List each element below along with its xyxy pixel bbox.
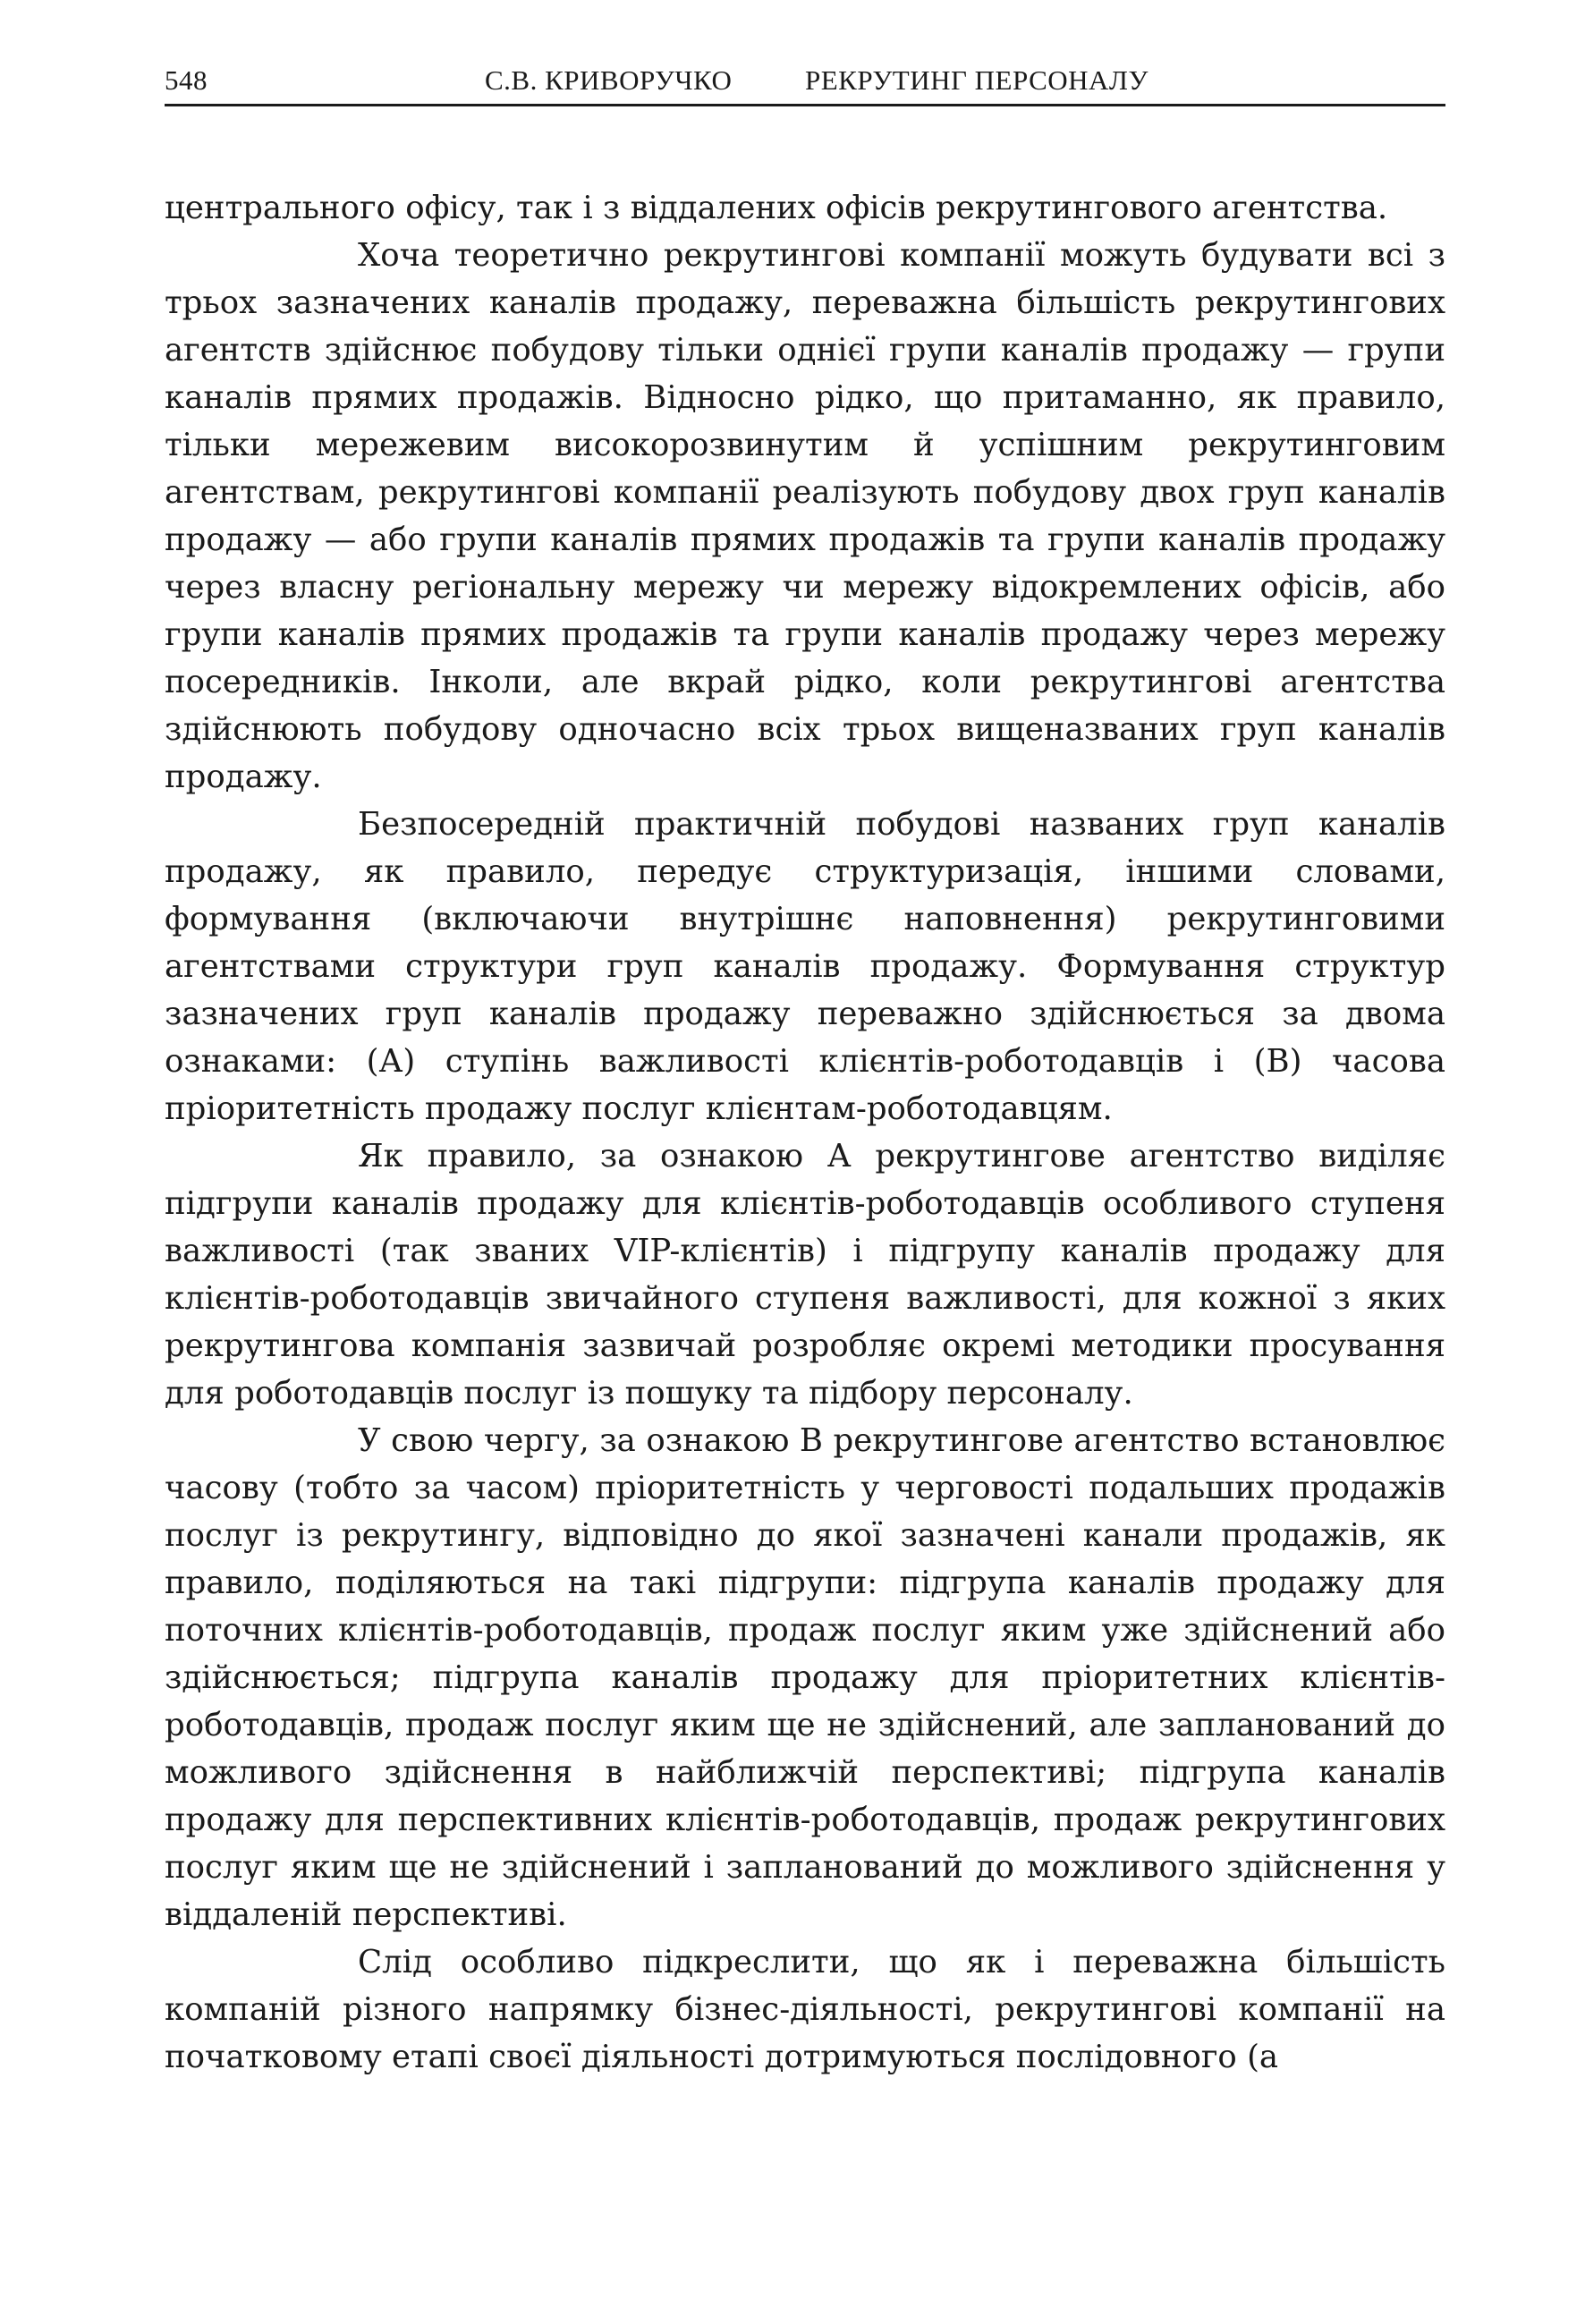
paragraph: Слід особливо підкреслити, що як і переважна більшість компаній різного напрямку бізнес-діяльності, рекрутингові компанії на початковому етапі своєї діяльності дотримуються послідовного (а (165, 1944, 1445, 2075)
header-author: С.В. КРИВОРУЧКО (485, 64, 733, 96)
running-header (165, 61, 1445, 104)
paragraph: центрального офісу, так і з віддалених офісів рекрутингового агентства. (165, 190, 1388, 226)
body-text (165, 184, 1445, 2081)
paragraph: Хоча теоретично рекрутингові компанії можуть будувати всі з трьох зазначених каналів продажу, переважна більшість рекрутингових агентств здійснює побудову тільки однієї групи каналів продажу — групи каналів прямих продажів. Відносно рідко, що притаманно, як правило, тільки мережевим високорозвинутим й успішним рекрутинговим агентствам, рекрутингові компанії реалізують побудову двох груп каналів продажу — або групи каналів прямих продажів та групи каналів продажу через власну регіональну мережу чи мережу відокремлених офісів, або групи каналів прямих продажів та групи каналів продажу через мережу посередників. Інколи, але вкрай рідко, коли рекрутингові агентства здійснюють побудову одночасно всіх трьох вищеназваних груп каналів продажу. (165, 237, 1445, 795)
page-number: 548 (165, 64, 208, 96)
header-rule (165, 104, 1445, 106)
paragraph: У свою чергу, за ознакою В рекрутингове агентство встановлює часову (тобто за часом) пріоритетність у черговості подальших продажів послуг із рекрутингу, відповідно до якої зазначені канали продажів, як правило, поділяються на такі підгрупи: підгрупа каналів продажу для поточних клієнтів-роботодавців, продаж послуг яким уже здійснений або здійснюється; підгрупа каналів продажу для пріоритетних клієнтів-роботодавців, продаж послуг яким ще не здійснений, але запланований до можливого здійснення в найближчій перспективі; підгрупа каналів продажу для перспективних клієнтів-роботодавців, продаж рекрутингових послуг яким ще не здійснений і запланований до можливого здійснення у віддаленій перспективі. (165, 1422, 1445, 1933)
paragraph: Як правило, за ознакою А рекрутингове агентство виділяє підгрупи каналів продажу для клієнтів-роботодавців особливого ступеня важливості (так званих VIP-клієнтів) і підгрупу каналів продажу для клієнтів-роботодавців звичайного ступеня важливості, для кожної з яких рекрутингова компанія зазвичай розробляє окремі методики просування для роботодавців послуг із пошуку та підбору персоналу. (165, 1138, 1445, 1412)
paragraph: Безпосередній практичній побудові названих груп каналів продажу, як правило, передує структуризація, іншими словами, формування (включаючи внутрішнє наповнення) рекрутинговими агентствами структури груп каналів продажу. Формування структур зазначених груп каналів продажу переважно здійснюється за двома ознаками: (А) ступінь важливості клієнтів-роботодавців і (В) часова пріоритетність продажу послуг клієнтам-роботодавцям. (165, 806, 1445, 1127)
header-book-title: РЕКРУТИНГ ПЕРСОНАЛУ (805, 64, 1148, 96)
